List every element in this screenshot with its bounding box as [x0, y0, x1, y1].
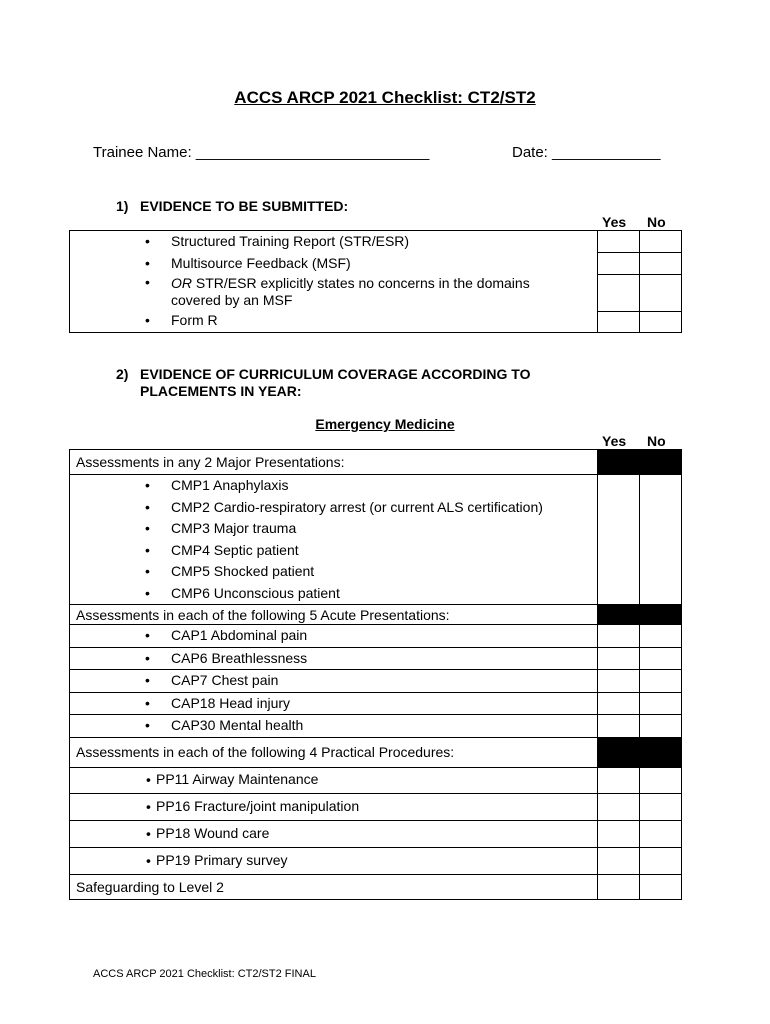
- acute-yes-checkbox[interactable]: [598, 670, 640, 693]
- yes-blocked-cell: [598, 737, 640, 767]
- list-item: • CMP6 Unconscious patient: [70, 583, 597, 605]
- safeguarding-label: Safeguarding to Level 2: [70, 874, 598, 899]
- list-item: • PP16 Fracture/joint manipulation: [70, 796, 597, 818]
- major-presentations-label: Assessments in any 2 Major Presentations:: [70, 450, 598, 475]
- no-checkbox-form-r[interactable]: [640, 312, 681, 331]
- curriculum-table: [69, 449, 682, 900]
- trainee-name-field: Trainee Name: ____________________________: [93, 144, 430, 161]
- safeguarding-yes-checkbox[interactable]: [598, 874, 640, 899]
- list-item: • CAP1 Abdominal pain: [70, 625, 597, 647]
- list-item: • PP11 Airway Maintenance: [70, 769, 597, 791]
- section1-yes-header: Yes: [602, 214, 627, 230]
- major-presentations-list: [70, 475, 597, 604]
- list-item: • CAP6 Breathlessness: [70, 648, 597, 670]
- section2-no-header: No: [647, 433, 666, 449]
- section2-title-line1: EVIDENCE OF CURRICULUM COVERAGE ACCORDING TO: [140, 366, 531, 382]
- pp-yes-checkbox[interactable]: [598, 847, 640, 874]
- list-item: • CMP4 Septic patient: [70, 540, 597, 562]
- page-footer: ACCS ARCP 2021 Checklist: CT2/ST2 FINAL: [93, 968, 316, 980]
- list-item: • CMP1 Anaphylaxis: [70, 475, 597, 497]
- pp-no-checkbox[interactable]: [640, 820, 682, 847]
- evidence-table: [69, 230, 682, 333]
- date-field: Date: _____________: [512, 144, 661, 161]
- no-blocked-cell: [640, 737, 682, 767]
- section2-yes-header: Yes: [602, 433, 627, 449]
- section2-number: 2): [116, 366, 129, 382]
- major-list-cell: [70, 475, 598, 605]
- acute-yes-checkbox[interactable]: [598, 647, 640, 670]
- acute-yes-checkbox[interactable]: [598, 715, 640, 738]
- list-item-text-cont: covered by an MSF: [171, 292, 293, 308]
- pp-no-checkbox[interactable]: [640, 793, 682, 820]
- pp-no-checkbox[interactable]: [640, 767, 682, 793]
- yes-checkbox-form-r[interactable]: [598, 312, 639, 331]
- yes-blocked-cell: [598, 450, 640, 475]
- pp-no-checkbox[interactable]: [640, 847, 682, 874]
- safeguarding-no-checkbox[interactable]: [640, 874, 682, 899]
- list-item: • CMP5 Shocked patient: [70, 561, 597, 583]
- yes-checkbox-or[interactable]: [598, 275, 639, 312]
- no-blocked-cell: [640, 450, 682, 475]
- yes-checkbox-msf[interactable]: [598, 253, 639, 275]
- section2-heading: [116, 366, 530, 400]
- list-item: • CAP7 Chest pain: [70, 670, 597, 692]
- yes-checkbox-str[interactable]: [598, 231, 639, 253]
- list-item: • CAP30 Mental health: [70, 715, 597, 737]
- acute-no-checkbox[interactable]: [640, 625, 682, 648]
- section2-title-line2: PLACEMENTS IN YEAR:: [140, 383, 302, 399]
- section1-title: EVIDENCE TO BE SUBMITTED:: [140, 198, 349, 214]
- practical-procedures-label: Assessments in each of the following 4 Practical Procedures:: [70, 737, 598, 767]
- list-item: • Structured Training Report (STR/ESR): [70, 231, 597, 253]
- major-yes-checkbox[interactable]: [598, 475, 640, 605]
- no-checkbox-or[interactable]: [640, 275, 681, 312]
- pp-yes-checkbox[interactable]: [598, 767, 640, 793]
- section1-number: 1): [116, 198, 129, 214]
- acute-no-checkbox[interactable]: [640, 692, 682, 715]
- list-item: [70, 274, 597, 310]
- yes-blocked-cell: [598, 605, 640, 625]
- acute-no-checkbox[interactable]: [640, 670, 682, 693]
- evidence-list-cell: [70, 231, 598, 333]
- no-checkbox-msf[interactable]: [640, 253, 681, 275]
- no-checkbox-str[interactable]: [640, 231, 681, 253]
- acute-no-checkbox[interactable]: [640, 647, 682, 670]
- section1-heading: [116, 198, 348, 215]
- pp-yes-checkbox[interactable]: [598, 793, 640, 820]
- evidence-list: [70, 231, 597, 332]
- acute-yes-checkbox[interactable]: [598, 625, 640, 648]
- acute-yes-checkbox[interactable]: [598, 692, 640, 715]
- list-item: • CAP18 Head injury: [70, 693, 597, 715]
- major-no-checkbox[interactable]: [640, 475, 682, 605]
- emergency-medicine-heading: Emergency Medicine: [315, 416, 455, 432]
- list-item: • PP18 Wound care: [70, 823, 597, 845]
- acute-no-checkbox[interactable]: [640, 715, 682, 738]
- list-item: • CMP3 Major trauma: [70, 518, 597, 540]
- page-title: ACCS ARCP 2021 Checklist: CT2/ST2: [234, 88, 536, 107]
- or-prefix: OR: [171, 275, 192, 291]
- list-item: • PP19 Primary survey: [70, 850, 597, 872]
- acute-presentations-label: Assessments in each of the following 5 Acute Presentations:: [70, 605, 598, 625]
- no-blocked-cell: [640, 605, 682, 625]
- list-item: • Form R: [70, 310, 597, 332]
- section1-no-header: No: [647, 214, 666, 230]
- list-item: • Multisource Feedback (MSF): [70, 253, 597, 275]
- list-item: • CMP2 Cardio-respiratory arrest (or current ALS certification): [70, 497, 597, 519]
- list-item-text: STR/ESR explicitly states no concerns in the domains: [192, 275, 530, 291]
- pp-yes-checkbox[interactable]: [598, 820, 640, 847]
